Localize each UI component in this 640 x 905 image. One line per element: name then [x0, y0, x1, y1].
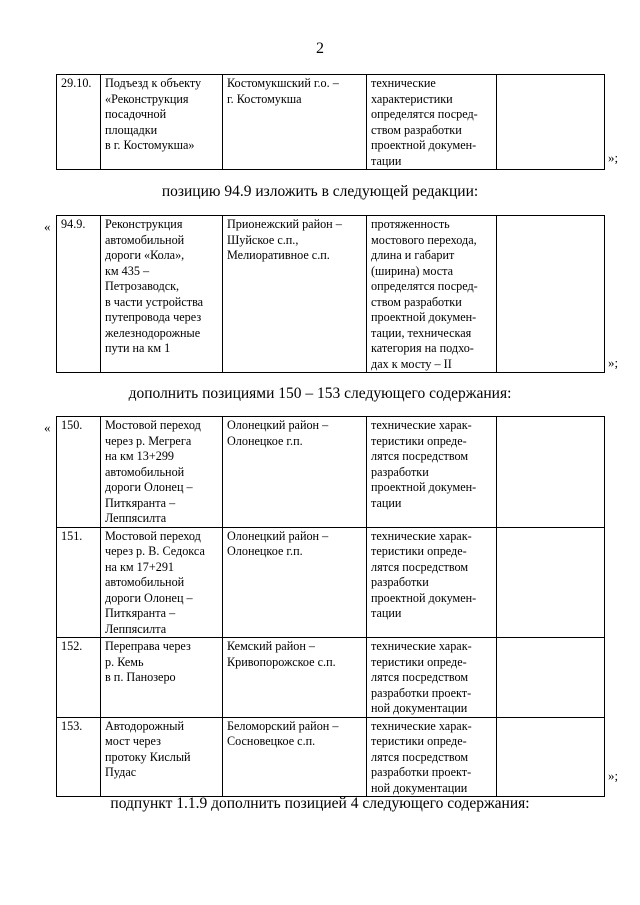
closing-quote: »; — [608, 355, 619, 370]
characteristics-cell: протяженность мостового перехода, длина и габарит (ширина) моста определятся посред- ством разработки проектной докумен- тации, техническая категория на подхо- дах к мосту – II — [367, 216, 497, 373]
paragraph-positions-150-153: дополнить позициями 150 – 153 следующего содержания: — [128, 385, 512, 402]
object-name-cell: Мостовой переход через р. Мегрега на км 13+299 автомобильной дороги Олонец – Питкяранта – Леппясилта — [101, 417, 223, 528]
paragraph-subitem-1-1-9: подпункт 1.1.9 дополнить позицией 4 следующего содержания: — [110, 795, 530, 812]
position-number-cell: 151. — [57, 527, 101, 638]
object-name-cell: Мостовой переход через р. В. Седокса на км 17+291 автомобильной дороги Олонец – Питкяранта – Леппясилта — [101, 527, 223, 638]
page-number: 2 — [316, 40, 324, 57]
paragraph-position-94-9: позицию 94.9 изложить в следующей редакции: — [161, 183, 479, 200]
table-row — [57, 638, 605, 718]
table-position-29-10 — [56, 74, 605, 170]
position-number-cell: 153. — [57, 717, 101, 797]
closing-quote: »; — [608, 768, 619, 783]
characteristics-cell: технические харак- теристики опреде- лятся посредством разработки проект- ной документации — [367, 638, 497, 718]
table-row — [57, 216, 605, 373]
table-row — [57, 717, 605, 797]
notes-cell — [497, 417, 605, 528]
object-name-cell: Автодорожный мост через протоку Кислый Пудас — [101, 717, 223, 797]
object-name-cell: Реконструкция автомобильной дороги «Кола», км 435 – Петрозаводск, в части устройства путепровода через железнодорожные пути на км 1 — [101, 216, 223, 373]
characteristics-cell: технические характеристики определятся посред- ством разработки проектной докумен- тации — [367, 75, 497, 170]
notes-cell — [497, 527, 605, 638]
table-row — [57, 75, 605, 170]
opening-quote: « — [44, 219, 51, 234]
object-name-cell: Переправа через р. Кемь в п. Панозеро — [101, 638, 223, 718]
closing-quote: »; — [608, 150, 619, 165]
location-cell: Костомукшский г.о. – г. Костомукша — [223, 75, 367, 170]
opening-quote: « — [44, 420, 51, 435]
position-number-cell: 152. — [57, 638, 101, 718]
notes-cell — [497, 717, 605, 797]
location-cell: Кемский район – Кривопорожское с.п. — [223, 638, 367, 718]
table-positions-150-153 — [56, 416, 605, 797]
position-number-cell: 94.9. — [57, 216, 101, 373]
characteristics-cell: технические харак- теристики опреде- лятся посредством разработки проектной докумен- тации — [367, 417, 497, 528]
notes-cell — [497, 638, 605, 718]
position-number-cell: 29.10. — [57, 75, 101, 170]
characteristics-cell: технические харак- теристики опреде- лятся посредством разработки проект- ной документации — [367, 717, 497, 797]
table-row — [57, 527, 605, 638]
position-number-cell: 150. — [57, 417, 101, 528]
location-cell: Олонецкий район – Олонецкое г.п. — [223, 417, 367, 528]
characteristics-cell: технические харак- теристики опреде- лятся посредством разработки проектной докумен- тации — [367, 527, 497, 638]
table-position-94-9 — [56, 215, 605, 373]
location-cell: Прионежский район – Шуйское с.п., Мелиоративное с.п. — [223, 216, 367, 373]
object-name-cell: Подъезд к объекту «Реконструкция посадочной площадки в г. Костомукша» — [101, 75, 223, 170]
location-cell: Олонецкий район – Олонецкое г.п. — [223, 527, 367, 638]
table-row — [57, 417, 605, 528]
location-cell: Беломорский район – Сосновецкое с.п. — [223, 717, 367, 797]
notes-cell — [497, 75, 605, 170]
notes-cell — [497, 216, 605, 373]
